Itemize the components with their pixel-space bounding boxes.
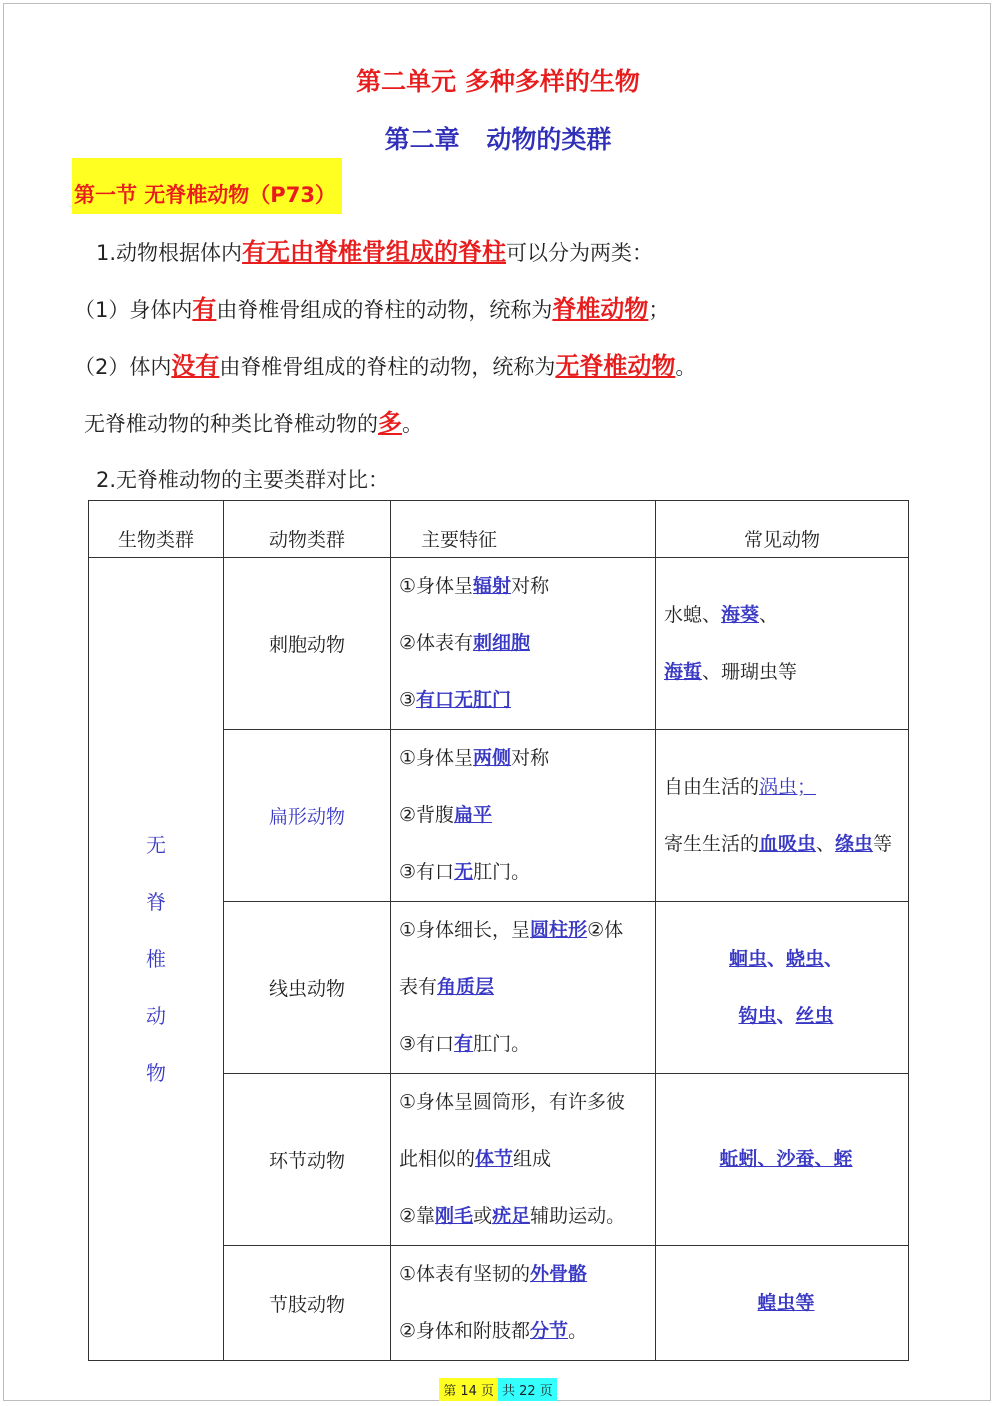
common-text: 、: [759, 603, 779, 626]
group-char: 椎: [146, 946, 166, 971]
section-title: 第一节 无脊椎动物（P73）: [72, 158, 342, 214]
common-line: [664, 1131, 908, 1188]
p4-text-end: 。: [402, 412, 423, 436]
common-text: 、: [776, 1004, 796, 1027]
feature-line: [399, 1131, 655, 1188]
common-text: 等: [873, 832, 893, 855]
feature-text: ②体: [587, 919, 624, 941]
common-keyword: 海葵: [721, 603, 760, 626]
common-text: 、: [816, 832, 836, 855]
feature-text: 对称: [511, 747, 550, 769]
page-footer: [0, 1378, 996, 1401]
feature-line: [399, 902, 655, 959]
p2-keyword-2: 脊椎动物: [552, 295, 649, 323]
feature-text: ③有口: [399, 1033, 455, 1055]
feature-line: [399, 672, 655, 729]
feature-keyword: 刚毛: [435, 1205, 474, 1227]
feature-keyword: 圆柱形: [530, 919, 588, 941]
animal-group-name: 线虫动物: [224, 902, 391, 1074]
common-keyword: 绦虫: [835, 832, 874, 855]
features-cell: [391, 558, 656, 730]
animal-group-name: 环节动物: [224, 1074, 391, 1246]
invertebrate-comparison-table: [88, 500, 909, 1361]
feature-keyword: 无: [454, 861, 474, 883]
common-line: [664, 1275, 908, 1332]
common-keyword: 钩虫: [738, 1004, 777, 1027]
header-animal-group: 动物类群: [224, 501, 391, 558]
feature-keyword: 有: [454, 1033, 474, 1055]
feature-text: ②身体和附肢都: [399, 1320, 531, 1342]
common-animals-cell: [656, 558, 909, 730]
feature-text: 或: [473, 1205, 493, 1227]
feature-keyword: 外骨骼: [530, 1263, 588, 1285]
feature-text: 肛门。: [473, 1033, 531, 1055]
feature-text: 对称: [511, 575, 550, 597]
p1-keyword: 有无由脊椎骨组成的脊柱: [242, 238, 507, 266]
feature-line: [399, 1016, 655, 1073]
p1-text-end: 可以分为两类：: [506, 241, 654, 265]
feature-keyword: 两侧: [473, 747, 512, 769]
p4-text: 无脊椎动物的种类比脊椎动物的: [84, 412, 378, 436]
p4-keyword: 多: [378, 409, 402, 437]
unit-title: 第二单元 多种多样的生物: [356, 67, 640, 96]
feature-text: ①体表有坚韧的: [399, 1263, 531, 1285]
feature-keyword: 辐射: [473, 575, 512, 597]
features-cell: [391, 1246, 656, 1361]
feature-text: 此相似的: [399, 1148, 476, 1170]
group-cell: [89, 558, 224, 1361]
common-text: 自由生活的: [664, 775, 760, 798]
common-keyword: 蝗虫等: [757, 1291, 815, 1314]
feature-keyword: 刺细胞: [473, 632, 531, 654]
feature-text: 肛门。: [473, 861, 531, 883]
common-keyword: 蛔虫: [728, 947, 767, 970]
total-pages: 共 22 页: [498, 1378, 557, 1401]
feature-line: [399, 787, 655, 844]
p2-text-end: ；: [648, 298, 670, 322]
p1-text: 1.动物根据体内: [96, 241, 243, 265]
table-row: [89, 558, 909, 730]
common-keyword: 海蜇: [664, 660, 703, 683]
common-animals-cell: [656, 1074, 909, 1246]
p3-keyword-2: 无脊椎动物: [555, 352, 676, 380]
group-char: 无: [146, 832, 166, 857]
paragraph-3: [74, 351, 696, 382]
animal-group-name: 节肢动物: [224, 1246, 391, 1361]
common-line: [664, 587, 908, 644]
feature-keyword: 角质层: [437, 976, 495, 998]
animal-group-name: 扁形动物: [224, 730, 391, 902]
common-text: 、珊瑚虫等: [702, 660, 798, 683]
paragraph-5: 2.无脊椎动物的主要类群对比：: [96, 468, 390, 492]
feature-text: ①身体呈圆筒形，有许多彼: [399, 1091, 626, 1113]
paragraph-4: [84, 408, 423, 439]
feature-text: ②背腹: [399, 804, 455, 826]
features-cell: [391, 902, 656, 1074]
feature-text: ①身体细长，呈: [399, 919, 531, 941]
common-keyword: 涡虫；: [759, 775, 817, 798]
chapter-title: 第二章 动物的类群: [384, 125, 612, 154]
p3-text-mid: 由脊椎骨组成的脊柱的动物，统称为: [219, 355, 556, 379]
common-line: [664, 931, 908, 988]
common-keyword: 丝虫: [795, 1004, 834, 1027]
feature-text: 。: [568, 1320, 588, 1342]
p2-text-mid: 由脊椎骨组成的脊柱的动物，统称为: [216, 298, 553, 322]
feature-keyword: 有口无肛门: [416, 689, 512, 711]
feature-text: 辅助运动。: [530, 1205, 626, 1227]
feature-line: [399, 615, 655, 672]
feature-line: [399, 1074, 655, 1131]
feature-keyword: 体节: [475, 1148, 514, 1170]
feature-line: [399, 1188, 655, 1245]
paragraph-1: [96, 237, 653, 268]
feature-line: [399, 959, 655, 1016]
header-features: 主要特征: [391, 501, 656, 558]
p3-keyword: 没有: [171, 352, 220, 380]
common-line: [664, 816, 908, 873]
common-keyword: 血吸虫: [759, 832, 817, 855]
feature-line: [399, 730, 655, 787]
feature-text: ①身体呈: [399, 747, 474, 769]
table-header-row: [89, 501, 909, 558]
features-cell: [391, 730, 656, 902]
current-page: 第 14 页: [439, 1378, 498, 1401]
common-line: [664, 988, 908, 1045]
common-text: 寄生生活的: [664, 832, 760, 855]
features-cell: [391, 1074, 656, 1246]
common-animals-cell: [656, 902, 909, 1074]
feature-text: 表有: [399, 976, 438, 998]
animal-group-name: 刺胞动物: [224, 558, 391, 730]
header-group: 生物类群: [89, 501, 224, 558]
feature-line: [399, 558, 655, 615]
feature-line: [399, 844, 655, 901]
feature-text: ②靠: [399, 1205, 436, 1227]
p2-keyword: 有: [192, 295, 217, 323]
group-char: 物: [146, 1060, 166, 1085]
feature-text: ②体表有: [399, 632, 474, 654]
header-common-animals: 常见动物: [656, 501, 909, 558]
feature-keyword: 疣足: [492, 1205, 531, 1227]
common-keyword: 蛲虫: [786, 947, 825, 970]
feature-text: ③: [399, 689, 417, 711]
feature-text: 组成: [513, 1148, 552, 1170]
common-keyword: 蚯蚓、沙蚕、蛭: [719, 1148, 853, 1170]
feature-keyword: 分节: [530, 1320, 569, 1342]
common-line: [664, 644, 908, 701]
p3-text-end: 。: [675, 355, 697, 379]
common-animals-cell: [656, 1246, 909, 1361]
common-text: 、: [766, 947, 786, 970]
common-text: 、: [824, 947, 844, 970]
common-text: 水螅、: [664, 603, 722, 626]
feature-keyword: 扁平: [454, 804, 493, 826]
common-line: [664, 759, 908, 816]
feature-line: [399, 1246, 655, 1303]
p2-text: （1）身体内: [74, 298, 193, 322]
group-char: 脊: [146, 889, 166, 914]
feature-line: [399, 1303, 655, 1360]
feature-text: ①身体呈: [399, 575, 474, 597]
paragraph-2: [74, 294, 669, 325]
p3-text: （2）体内: [74, 355, 172, 379]
common-animals-cell: [656, 730, 909, 902]
feature-text: ③有口: [399, 861, 455, 883]
group-char: 动: [146, 1003, 166, 1028]
